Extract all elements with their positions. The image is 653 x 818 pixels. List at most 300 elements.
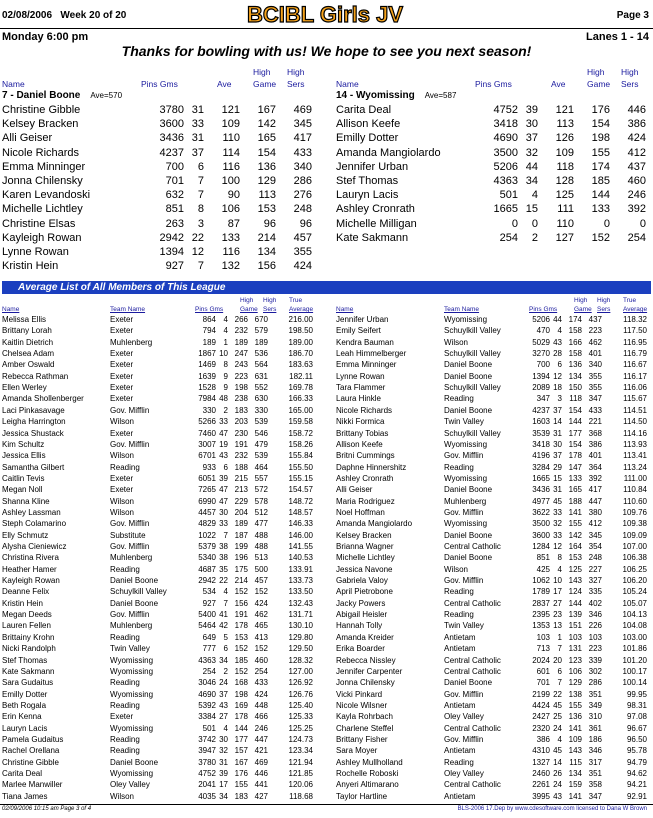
list-row (2, 723, 318, 734)
high-series: 351 (588, 769, 602, 778)
list-row (336, 530, 652, 541)
bowler-name: Ashley Cronrath (336, 203, 415, 216)
member-name: Elly Schmutz (2, 530, 49, 540)
pins: 2837 (532, 598, 550, 608)
pins: 700 (165, 160, 184, 173)
team-name: Daniel Boone (444, 530, 493, 540)
pins: 4977 (532, 496, 550, 506)
games: 30 (219, 507, 228, 517)
team-name: Reading (110, 700, 140, 710)
team-name: Daniel Boone (444, 405, 493, 415)
team-column-headers (2, 67, 322, 89)
list-row (2, 711, 318, 722)
list-row (336, 325, 652, 336)
true-average: 116.06 (623, 383, 647, 393)
list-header-high-sers-2: Sers (597, 306, 611, 313)
pins: 6051 (198, 473, 216, 483)
true-average: 92.91 (626, 791, 647, 801)
high-series: 355 (293, 246, 312, 258)
team-name: Reading (444, 587, 474, 597)
team-row (336, 146, 652, 160)
team-name: Daniel Boone (110, 598, 159, 608)
pins: 103 (536, 632, 550, 642)
team-name: Daniel Boone (444, 485, 493, 495)
games: 31 (191, 132, 204, 145)
pins: 1022 (198, 530, 216, 540)
bowler-name: Carita Deal (336, 104, 392, 116)
high-game: 188 (568, 496, 582, 506)
high-series: 500 (254, 564, 268, 574)
footer-rule (0, 804, 653, 805)
games: 9 (223, 383, 228, 393)
games: 47 (219, 485, 228, 495)
games: 45 (553, 700, 562, 710)
page-number: Page 3 (616, 10, 649, 21)
team-name: Gov. Mifflin (110, 542, 150, 551)
high-series: 351 (588, 689, 602, 699)
high-series: 412 (627, 146, 646, 159)
team-name: Exeter (110, 371, 134, 381)
pins: 3046 (198, 678, 216, 688)
games: 17 (553, 587, 562, 597)
average: 133 (221, 231, 240, 244)
team-name: Reading (110, 734, 140, 744)
pins: 7265 (198, 485, 216, 495)
games: 45 (553, 746, 562, 756)
high-game: 198 (591, 132, 610, 145)
member-name: Leah Himmelberger (336, 349, 407, 359)
high-series: 446 (627, 104, 646, 116)
games: 39 (525, 104, 538, 116)
high-series: 248 (293, 203, 312, 216)
list-row (2, 564, 318, 575)
games: 3 (197, 217, 204, 230)
high-series: 447 (588, 496, 602, 506)
pins: 1789 (532, 587, 550, 597)
true-average: 116.67 (623, 360, 647, 370)
list-row (2, 484, 318, 495)
list-row (336, 416, 652, 427)
list-row (2, 518, 318, 529)
pins: 1639 (198, 371, 216, 381)
pins: 701 (165, 175, 184, 187)
league-title-logo (220, 2, 430, 26)
high-series: 345 (588, 530, 602, 540)
high-game: 136 (568, 360, 582, 370)
member-name: Jessica Ellis (2, 451, 46, 461)
true-average: 106.25 (622, 564, 647, 574)
pins: 4196 (532, 451, 550, 461)
pins: 2942 (198, 576, 216, 586)
games: 8 (223, 360, 228, 370)
high-game: 134 (568, 371, 582, 381)
member-name: Kaitlin Dietrich (2, 337, 54, 347)
high-series: 276 (293, 189, 312, 202)
pins: 1327 (532, 757, 550, 767)
team-name: Muhlenberg (110, 621, 153, 631)
member-name: Caitlin Tevis (2, 473, 45, 483)
member-name: April Pietrobone (336, 587, 393, 597)
true-average: 133.91 (288, 564, 313, 574)
games: 7 (223, 530, 228, 540)
high-game: 136 (257, 160, 276, 173)
team-name: Reading (444, 462, 474, 472)
member-name: Melissa Ellis (2, 315, 47, 324)
member-name: Ashley Cronrath (336, 473, 394, 483)
member-name: Brittainy Krohn (2, 632, 55, 642)
team-name: Central Catholic (444, 542, 501, 551)
team-name: Reading (110, 632, 140, 642)
pins: 5392 (198, 700, 216, 710)
high-series: 345 (293, 118, 312, 131)
list-row (336, 428, 652, 439)
pins: 263 (165, 217, 184, 230)
high-game: 153 (257, 203, 276, 216)
high-game: 133 (591, 203, 610, 216)
high-game: 165 (257, 132, 276, 145)
true-average: 94.79 (626, 757, 647, 767)
high-game: 198 (234, 383, 248, 393)
team-name: Reading (110, 678, 140, 688)
member-name: Tara Flammer (336, 383, 386, 393)
list-row (2, 700, 318, 711)
pins: 4690 (198, 689, 216, 699)
high-game: 185 (234, 655, 248, 665)
high-series: 437 (627, 160, 646, 173)
true-average: 99.95 (626, 689, 647, 699)
true-average: 118.68 (289, 791, 313, 801)
team-average: Ave=587 (424, 91, 457, 100)
high-series: 412 (588, 519, 602, 529)
list-row (336, 632, 652, 643)
true-average: 216.00 (288, 315, 313, 324)
high-series: 189 (254, 337, 268, 347)
high-game: 113 (258, 189, 276, 202)
pins: 1062 (532, 576, 550, 586)
member-name: Sara Gudaitus (2, 678, 54, 688)
list-row (2, 666, 318, 677)
pins: 189 (202, 337, 216, 347)
high-game: 136 (568, 712, 582, 722)
member-name: Laura Hinkle (336, 394, 381, 404)
pins: 4457 (198, 507, 216, 517)
team-name: Reading (444, 610, 474, 620)
col-header-ave: Ave (551, 79, 566, 89)
list-header-high-sers-1: High (597, 297, 611, 304)
day-time: Monday 6:00 pm (2, 31, 89, 43)
high-series: 462 (254, 610, 268, 620)
games: 18 (553, 383, 562, 393)
high-game: 96 (263, 217, 276, 230)
member-name: Kristin Hein (2, 598, 43, 608)
pins: 701 (536, 678, 550, 688)
high-game: 141 (568, 791, 582, 801)
true-average: 113.41 (623, 451, 647, 461)
games: 7 (557, 644, 562, 654)
high-game: 159 (568, 780, 582, 790)
high-series: 317 (588, 757, 602, 767)
member-name: Megan Deeds (2, 610, 52, 620)
team-name: Antietam (444, 632, 476, 642)
pins: 1867 (198, 349, 216, 359)
average: 110 (556, 217, 574, 230)
games: 35 (219, 564, 228, 574)
pins: 933 (202, 462, 216, 472)
high-series: 355 (588, 383, 602, 393)
games: 7 (197, 189, 204, 202)
high-series: 424 (254, 598, 268, 608)
high-series: 433 (293, 146, 312, 159)
list-row (336, 348, 652, 359)
member-name: Leigha Harrington (2, 417, 66, 427)
list-row (2, 655, 318, 666)
member-name: Amanda Shollenberger (2, 394, 84, 404)
team-row (2, 146, 318, 160)
true-average: 186.70 (288, 349, 313, 359)
games: 12 (553, 371, 562, 381)
team-name: Schuylkill Valley (444, 349, 501, 359)
member-name: Kayleigh Rowan (2, 576, 60, 586)
high-series: 246 (627, 189, 646, 202)
list-row (336, 382, 652, 393)
list-row (336, 337, 652, 348)
member-name: Kim Schultz (2, 439, 45, 449)
games: 28 (553, 349, 562, 359)
team-row (2, 103, 318, 117)
bowler-name: Christine Gibble (2, 104, 81, 116)
true-average: 125.25 (288, 723, 313, 733)
pins: 927 (202, 598, 216, 608)
high-series: 630 (254, 394, 268, 404)
pins: 2395 (532, 610, 550, 620)
team-name: Twin Valley (444, 621, 484, 631)
high-series: 631 (254, 371, 268, 381)
games: 6 (557, 666, 562, 676)
bowler-name: Michelle Lichtley (2, 203, 83, 216)
team-name: Reading (110, 462, 140, 472)
team-name: Gov. Mifflin (110, 610, 150, 620)
games: 7 (557, 678, 562, 688)
team-name: Substitute (110, 530, 146, 540)
pins: 4310 (532, 746, 550, 756)
high-series: 302 (588, 666, 602, 676)
high-game: 0 (603, 217, 610, 230)
member-name: Vicki Pinkard (336, 689, 383, 699)
high-game: 174 (568, 315, 582, 324)
member-name: Lauryn Lacis (2, 723, 48, 733)
high-game: 154 (568, 405, 582, 415)
list-row (336, 620, 652, 631)
team-name: Schuylkill Valley (110, 587, 167, 597)
games: 2 (531, 231, 538, 244)
games: 15 (525, 203, 538, 216)
high-series: 546 (254, 428, 268, 438)
games: 15 (553, 473, 562, 483)
pins: 3947 (198, 746, 216, 756)
list-row (2, 609, 318, 620)
member-name: Gabriela Valoy (336, 576, 388, 586)
true-average: 100.17 (622, 666, 647, 676)
high-game: 129 (257, 175, 276, 187)
member-name: Nicki Randolph (2, 644, 56, 654)
col-header-high-game-2: Game (587, 79, 611, 89)
pins: 254 (202, 666, 216, 676)
true-average: 146.33 (288, 519, 313, 529)
true-average: 109.38 (622, 519, 647, 529)
games: 14 (553, 417, 562, 427)
pins: 851 (536, 553, 550, 563)
pins: 3500 (493, 146, 518, 159)
high-game: 191 (234, 439, 248, 449)
average: 106 (221, 203, 240, 216)
games: 22 (219, 576, 228, 586)
report-date-week (2, 10, 126, 21)
average-list-banner: Average List of All Members of This League (2, 281, 651, 294)
team-row (2, 117, 318, 131)
member-name: Emilly Dotter (2, 689, 48, 699)
high-series: 103 (588, 632, 602, 642)
games: 7 (197, 175, 204, 187)
high-series: 0 (639, 217, 646, 230)
high-series: 417 (588, 485, 602, 495)
games: 4 (557, 564, 562, 574)
pins: 1528 (198, 383, 216, 393)
bowler-name: Lynne Rowan (2, 246, 69, 258)
team-name: Wyomissing (444, 473, 488, 483)
high-series: 310 (588, 712, 602, 722)
high-game: 189 (234, 337, 248, 347)
high-game: 156 (257, 260, 276, 273)
list-row (2, 791, 318, 802)
games: 2 (223, 666, 228, 676)
member-name: Rachel Orellana (2, 746, 60, 756)
pins: 347 (536, 394, 550, 404)
true-average: 110.84 (623, 485, 647, 495)
true-average: 189.00 (288, 337, 313, 347)
list-row (336, 552, 652, 563)
high-game: 154 (257, 146, 276, 159)
true-average: 126.76 (288, 689, 313, 699)
true-average: 100.14 (622, 678, 647, 688)
list-header-high-game-1: High (240, 297, 254, 304)
pins: 5266 (198, 417, 216, 427)
true-average: 125.40 (288, 700, 313, 710)
average: 113 (556, 118, 574, 131)
true-average: 169.78 (288, 383, 313, 393)
true-average: 96.67 (626, 723, 647, 733)
games: 30 (525, 118, 538, 131)
list-header-true-ave-2: Average (623, 306, 648, 313)
list-row (2, 462, 318, 473)
high-series: 286 (293, 175, 312, 187)
high-game: 175 (234, 564, 248, 574)
high-game: 232 (234, 326, 248, 336)
pins: 1665 (493, 203, 518, 216)
true-average: 129.80 (288, 632, 313, 642)
pins: 864 (202, 315, 216, 324)
member-name: Brittany Lorah (2, 326, 52, 336)
average: 109 (221, 118, 240, 131)
col-header-name: Name (2, 79, 25, 89)
average: 90 (227, 189, 240, 202)
true-average: 166.33 (288, 394, 313, 404)
team-name: Gov. Mifflin (444, 734, 484, 744)
high-game: 230 (234, 428, 248, 438)
list-row (336, 575, 652, 586)
high-game: 178 (234, 712, 248, 722)
list-row (2, 632, 318, 643)
games: 44 (553, 315, 562, 324)
high-game: 214 (257, 231, 276, 244)
member-name: Tiana James (2, 791, 48, 801)
team-name: Wyomissing (110, 689, 154, 699)
high-game: 229 (234, 496, 248, 506)
pins: 3418 (493, 118, 518, 131)
list-row (2, 586, 318, 597)
pins: 4690 (493, 132, 518, 145)
high-series: 361 (588, 723, 602, 733)
games: 27 (553, 598, 562, 608)
games: 37 (525, 132, 538, 145)
high-game: 129 (568, 678, 582, 688)
pins: 1665 (532, 473, 550, 483)
list-row (2, 530, 318, 541)
list-row (2, 575, 318, 586)
pins: 1603 (532, 417, 550, 427)
high-series: 552 (254, 383, 268, 393)
team-name: Gov. Mifflin (444, 576, 484, 586)
list-row (2, 541, 318, 552)
pins: 1469 (198, 360, 216, 370)
team-name: Exeter (110, 360, 134, 370)
true-average: 141.55 (288, 542, 313, 551)
high-game: 154 (568, 439, 582, 449)
games: 39 (219, 769, 228, 778)
high-series: 578 (254, 496, 268, 506)
high-game: 106 (568, 666, 582, 676)
true-average: 101.86 (622, 644, 647, 654)
list-row (2, 768, 318, 779)
team-row (336, 174, 652, 188)
average: 128 (555, 175, 574, 187)
lanes: Lanes 1 - 14 (586, 31, 649, 43)
list-row (2, 643, 318, 654)
high-series: 433 (254, 678, 268, 688)
high-series: 479 (254, 439, 268, 449)
pins: 7460 (198, 428, 216, 438)
member-name: Laci Pinkasavage (2, 405, 65, 415)
high-series: 401 (588, 349, 602, 359)
games: 13 (553, 621, 562, 631)
games: 41 (219, 610, 228, 620)
average: 100 (221, 175, 240, 187)
high-game: 203 (234, 417, 248, 427)
high-series: 330 (254, 405, 268, 415)
games: 47 (219, 428, 228, 438)
pins: 4424 (532, 700, 550, 710)
high-series: 424 (254, 689, 268, 699)
true-average: 158.26 (288, 439, 313, 449)
high-series: 457 (293, 231, 312, 244)
list-row (336, 393, 652, 404)
high-game: 155 (591, 146, 610, 159)
team-name: Exeter (110, 473, 134, 483)
games: 42 (219, 621, 228, 631)
member-name: Marlee Manwiller (2, 780, 63, 790)
high-game: 164 (568, 542, 582, 551)
high-game: 183 (234, 405, 248, 415)
true-average: 106.38 (622, 553, 647, 563)
